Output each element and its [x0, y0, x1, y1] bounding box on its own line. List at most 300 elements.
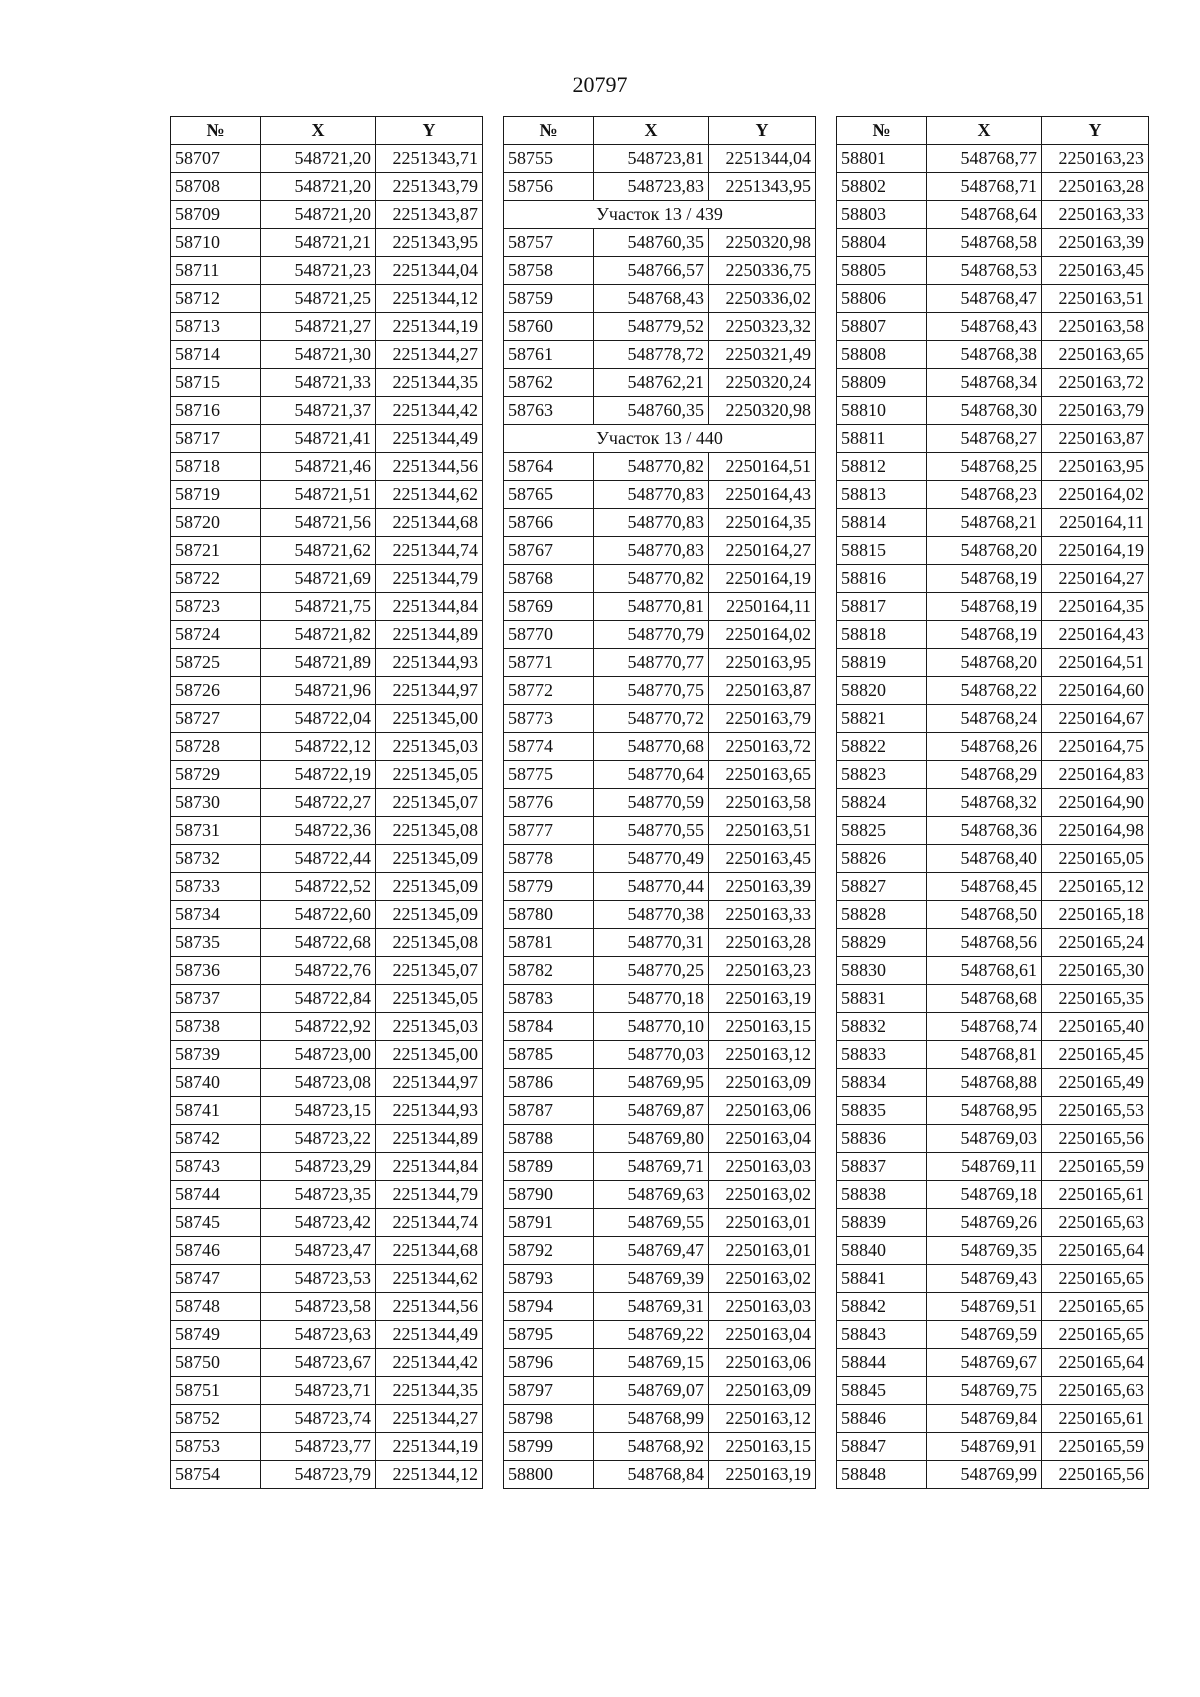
- point-number-cell: 58842: [837, 1293, 927, 1321]
- table-row: [171, 873, 483, 901]
- point-number-cell: 58729: [171, 761, 261, 789]
- y-coordinate-cell: 2250165,53: [1042, 1097, 1149, 1125]
- point-number-cell: 58764: [504, 453, 594, 481]
- point-number-cell: 58719: [171, 481, 261, 509]
- x-coordinate-cell: 548760,35: [594, 397, 709, 425]
- y-coordinate-cell: 2251344,04: [376, 257, 483, 285]
- table-row: [504, 1013, 816, 1041]
- x-coordinate-cell: 548722,92: [261, 1013, 376, 1041]
- table-row: [171, 481, 483, 509]
- table-row: [837, 845, 1149, 873]
- y-coordinate-cell: 2251344,27: [376, 1405, 483, 1433]
- table-row: [171, 1349, 483, 1377]
- point-number-cell: 58800: [504, 1461, 594, 1489]
- point-number-cell: 58771: [504, 649, 594, 677]
- point-number-cell: 58755: [504, 145, 594, 173]
- table-header-row: [171, 117, 483, 145]
- point-number-cell: 58712: [171, 285, 261, 313]
- y-coordinate-cell: 2250163,23: [709, 957, 816, 985]
- y-coordinate-cell: 2250165,05: [1042, 845, 1149, 873]
- y-coordinate-cell: 2250165,65: [1042, 1293, 1149, 1321]
- table-row: [837, 1433, 1149, 1461]
- x-coordinate-cell: 548768,38: [927, 341, 1042, 369]
- y-coordinate-cell: 2250165,45: [1042, 1041, 1149, 1069]
- y-coordinate-cell: 2250163,28: [1042, 173, 1149, 201]
- y-coordinate-cell: 2250164,75: [1042, 733, 1149, 761]
- y-coordinate-cell: 2250163,15: [709, 1433, 816, 1461]
- y-coordinate-cell: 2250165,30: [1042, 957, 1149, 985]
- x-coordinate-cell: 548768,71: [927, 173, 1042, 201]
- point-number-cell: 58784: [504, 1013, 594, 1041]
- point-number-cell: 58766: [504, 509, 594, 537]
- section-title: Участок 13 / 439: [504, 201, 816, 229]
- point-number-cell: 58709: [171, 201, 261, 229]
- x-coordinate-cell: 548722,84: [261, 985, 376, 1013]
- x-coordinate-cell: 548723,67: [261, 1349, 376, 1377]
- x-coordinate-cell: 548770,44: [594, 873, 709, 901]
- x-coordinate-cell: 548769,35: [927, 1237, 1042, 1265]
- table-row: [504, 145, 816, 173]
- y-coordinate-cell: 2250163,01: [709, 1237, 816, 1265]
- table-row: [171, 1377, 483, 1405]
- x-coordinate-cell: 548723,42: [261, 1209, 376, 1237]
- y-coordinate-cell: 2250163,23: [1042, 145, 1149, 173]
- y-coordinate-cell: 2250164,02: [1042, 481, 1149, 509]
- table-row: [837, 1125, 1149, 1153]
- x-coordinate-cell: 548769,51: [927, 1293, 1042, 1321]
- y-coordinate-cell: 2250163,51: [1042, 285, 1149, 313]
- y-coordinate-cell: 2251345,07: [376, 957, 483, 985]
- y-coordinate-cell: 2251343,71: [376, 145, 483, 173]
- table-row: [504, 1321, 816, 1349]
- x-coordinate-cell: 548722,27: [261, 789, 376, 817]
- x-coordinate-cell: 548721,20: [261, 145, 376, 173]
- table-row: [171, 621, 483, 649]
- x-coordinate-cell: 548721,20: [261, 201, 376, 229]
- x-coordinate-cell: 548723,77: [261, 1433, 376, 1461]
- table-row: [837, 593, 1149, 621]
- x-coordinate-cell: 548768,77: [927, 145, 1042, 173]
- x-coordinate-cell: 548769,31: [594, 1293, 709, 1321]
- point-number-cell: 58844: [837, 1349, 927, 1377]
- y-coordinate-cell: 2251344,84: [376, 593, 483, 621]
- table-row: [504, 901, 816, 929]
- table-row: [837, 341, 1149, 369]
- x-coordinate-cell: 548768,23: [927, 481, 1042, 509]
- point-number-cell: 58788: [504, 1125, 594, 1153]
- point-number-cell: 58830: [837, 957, 927, 985]
- table-header-row: [837, 117, 1149, 145]
- x-coordinate-cell: 548769,39: [594, 1265, 709, 1293]
- point-number-cell: 58713: [171, 313, 261, 341]
- point-number-cell: 58753: [171, 1433, 261, 1461]
- table-row: [504, 873, 816, 901]
- y-coordinate-cell: 2250163,02: [709, 1181, 816, 1209]
- table-row: [837, 1377, 1149, 1405]
- y-coordinate-cell: 2251344,35: [376, 369, 483, 397]
- x-coordinate-cell: 548770,03: [594, 1041, 709, 1069]
- table-row: [171, 257, 483, 285]
- point-number-cell: 58750: [171, 1349, 261, 1377]
- y-coordinate-cell: 2250163,06: [709, 1349, 816, 1377]
- y-coordinate-cell: 2250165,61: [1042, 1405, 1149, 1433]
- x-coordinate-cell: 548770,55: [594, 817, 709, 845]
- x-coordinate-cell: 548768,25: [927, 453, 1042, 481]
- point-number-cell: 58789: [504, 1153, 594, 1181]
- table-row: [837, 173, 1149, 201]
- table-row: [837, 1461, 1149, 1489]
- point-number-cell: 58778: [504, 845, 594, 873]
- table-header-row: [504, 117, 816, 145]
- point-number-cell: 58767: [504, 537, 594, 565]
- point-number-cell: 58731: [171, 817, 261, 845]
- y-coordinate-cell: 2250164,19: [1042, 537, 1149, 565]
- y-coordinate-cell: 2251345,09: [376, 901, 483, 929]
- section-title: Участок 13 / 440: [504, 425, 816, 453]
- x-coordinate-cell: 548768,84: [594, 1461, 709, 1489]
- x-coordinate-cell: 548769,91: [927, 1433, 1042, 1461]
- x-coordinate-cell: 548768,64: [927, 201, 1042, 229]
- coordinates-table-2: [503, 116, 816, 1489]
- y-coordinate-cell: 2250323,32: [709, 313, 816, 341]
- table-row: [837, 1069, 1149, 1097]
- point-number-cell: 58732: [171, 845, 261, 873]
- y-coordinate-cell: 2251344,12: [376, 1461, 483, 1489]
- x-coordinate-cell: 548770,83: [594, 537, 709, 565]
- x-coordinate-cell: 548723,81: [594, 145, 709, 173]
- table-row: [171, 565, 483, 593]
- y-coordinate-cell: 2250163,95: [709, 649, 816, 677]
- x-coordinate-cell: 548768,45: [927, 873, 1042, 901]
- y-coordinate-cell: 2250163,02: [709, 1265, 816, 1293]
- point-number-cell: 58728: [171, 733, 261, 761]
- point-number-cell: 58722: [171, 565, 261, 593]
- page-number: 20797: [572, 72, 628, 97]
- x-coordinate-cell: 548768,43: [594, 285, 709, 313]
- table-row: [171, 593, 483, 621]
- y-coordinate-cell: 2250163,03: [709, 1293, 816, 1321]
- table-row: [504, 257, 816, 285]
- y-coordinate-cell: 2251344,84: [376, 1153, 483, 1181]
- x-coordinate-cell: 548769,03: [927, 1125, 1042, 1153]
- x-coordinate-cell: 548768,56: [927, 929, 1042, 957]
- x-coordinate-cell: 548721,62: [261, 537, 376, 565]
- table-row: [171, 285, 483, 313]
- table-row: [171, 817, 483, 845]
- point-number-cell: 58715: [171, 369, 261, 397]
- x-coordinate-cell: 548723,47: [261, 1237, 376, 1265]
- table-row: [837, 1237, 1149, 1265]
- x-coordinate-cell: 548768,99: [594, 1405, 709, 1433]
- table-row: [171, 509, 483, 537]
- table-row: [504, 929, 816, 957]
- point-number-cell: 58726: [171, 677, 261, 705]
- y-coordinate-cell: 2250165,65: [1042, 1265, 1149, 1293]
- x-coordinate-cell: 548769,26: [927, 1209, 1042, 1237]
- table-row: [171, 313, 483, 341]
- point-number-cell: 58765: [504, 481, 594, 509]
- y-coordinate-cell: 2250163,09: [709, 1377, 816, 1405]
- point-number-cell: 58718: [171, 453, 261, 481]
- x-coordinate-cell: 548770,10: [594, 1013, 709, 1041]
- point-number-cell: 58836: [837, 1125, 927, 1153]
- table-row: [504, 229, 816, 257]
- x-coordinate-cell: 548768,36: [927, 817, 1042, 845]
- table-row: [504, 313, 816, 341]
- x-coordinate-cell: 548723,79: [261, 1461, 376, 1489]
- y-coordinate-cell: 2250163,45: [709, 845, 816, 873]
- table-row: [504, 1433, 816, 1461]
- y-coordinate-cell: 2251344,62: [376, 1265, 483, 1293]
- point-number-cell: 58763: [504, 397, 594, 425]
- point-number-cell: 58794: [504, 1293, 594, 1321]
- y-coordinate-cell: 2250165,59: [1042, 1433, 1149, 1461]
- table-row: [171, 1293, 483, 1321]
- column-header-x: X: [261, 117, 376, 145]
- y-coordinate-cell: 2250163,87: [1042, 425, 1149, 453]
- x-coordinate-cell: 548770,83: [594, 509, 709, 537]
- x-coordinate-cell: 548723,83: [594, 173, 709, 201]
- x-coordinate-cell: 548723,29: [261, 1153, 376, 1181]
- y-coordinate-cell: 2251345,05: [376, 761, 483, 789]
- x-coordinate-cell: 548769,75: [927, 1377, 1042, 1405]
- y-coordinate-cell: 2250163,65: [1042, 341, 1149, 369]
- y-coordinate-cell: 2250163,19: [709, 985, 816, 1013]
- table-row: [171, 173, 483, 201]
- x-coordinate-cell: 548721,56: [261, 509, 376, 537]
- y-coordinate-cell: 2251344,19: [376, 1433, 483, 1461]
- x-coordinate-cell: 548768,24: [927, 705, 1042, 733]
- table-row: [171, 1013, 483, 1041]
- x-coordinate-cell: 548721,96: [261, 677, 376, 705]
- x-coordinate-cell: 548768,29: [927, 761, 1042, 789]
- table-row: [504, 705, 816, 733]
- point-number-cell: 58739: [171, 1041, 261, 1069]
- point-number-cell: 58746: [171, 1237, 261, 1265]
- table-row: [171, 901, 483, 929]
- x-coordinate-cell: 548768,58: [927, 229, 1042, 257]
- point-number-cell: 58710: [171, 229, 261, 257]
- y-coordinate-cell: 2251344,62: [376, 481, 483, 509]
- point-number-cell: 58707: [171, 145, 261, 173]
- point-number-cell: 58717: [171, 425, 261, 453]
- point-number-cell: 58733: [171, 873, 261, 901]
- table-row: [837, 537, 1149, 565]
- x-coordinate-cell: 548769,84: [927, 1405, 1042, 1433]
- table-row: [504, 1265, 816, 1293]
- x-coordinate-cell: 548762,21: [594, 369, 709, 397]
- table-row: [171, 1069, 483, 1097]
- y-coordinate-cell: 2250164,90: [1042, 789, 1149, 817]
- x-coordinate-cell: 548770,68: [594, 733, 709, 761]
- point-number-cell: 58821: [837, 705, 927, 733]
- table-row: [837, 481, 1149, 509]
- column-header-y: Y: [1042, 117, 1149, 145]
- point-number-cell: 58815: [837, 537, 927, 565]
- y-coordinate-cell: 2250163,33: [1042, 201, 1149, 229]
- y-coordinate-cell: 2250320,98: [709, 397, 816, 425]
- point-number-cell: 58708: [171, 173, 261, 201]
- y-coordinate-cell: 2251345,09: [376, 873, 483, 901]
- point-number-cell: 58736: [171, 957, 261, 985]
- y-coordinate-cell: 2250164,35: [709, 509, 816, 537]
- x-coordinate-cell: 548721,27: [261, 313, 376, 341]
- table-row: [171, 1433, 483, 1461]
- y-coordinate-cell: 2250320,24: [709, 369, 816, 397]
- table-row: [171, 397, 483, 425]
- point-number-cell: 58716: [171, 397, 261, 425]
- point-number-cell: 58711: [171, 257, 261, 285]
- table-row: [837, 733, 1149, 761]
- point-number-cell: 58775: [504, 761, 594, 789]
- point-number-cell: 58723: [171, 593, 261, 621]
- point-number-cell: 58776: [504, 789, 594, 817]
- table-row: [171, 1041, 483, 1069]
- point-number-cell: 58847: [837, 1433, 927, 1461]
- y-coordinate-cell: 2250165,56: [1042, 1461, 1149, 1489]
- y-coordinate-cell: 2250164,60: [1042, 677, 1149, 705]
- y-coordinate-cell: 2250163,79: [709, 705, 816, 733]
- y-coordinate-cell: 2251344,89: [376, 1125, 483, 1153]
- point-number-cell: 58832: [837, 1013, 927, 1041]
- y-coordinate-cell: 2251343,95: [376, 229, 483, 257]
- y-coordinate-cell: 2251344,68: [376, 509, 483, 537]
- point-number-cell: 58759: [504, 285, 594, 313]
- table-row: [504, 1153, 816, 1181]
- y-coordinate-cell: 2251345,00: [376, 705, 483, 733]
- table-row: [504, 341, 816, 369]
- y-coordinate-cell: 2250164,11: [1042, 509, 1149, 537]
- table-row: [837, 929, 1149, 957]
- table-row: [171, 957, 483, 985]
- point-number-cell: 58833: [837, 1041, 927, 1069]
- point-number-cell: 58735: [171, 929, 261, 957]
- table-row: [504, 733, 816, 761]
- y-coordinate-cell: 2250163,04: [709, 1125, 816, 1153]
- y-coordinate-cell: 2250165,18: [1042, 901, 1149, 929]
- x-coordinate-cell: 548721,69: [261, 565, 376, 593]
- point-number-cell: 58760: [504, 313, 594, 341]
- y-coordinate-cell: 2251344,79: [376, 565, 483, 593]
- x-coordinate-cell: 548721,37: [261, 397, 376, 425]
- x-coordinate-cell: 548769,47: [594, 1237, 709, 1265]
- table-row: [837, 1321, 1149, 1349]
- y-coordinate-cell: 2250163,04: [709, 1321, 816, 1349]
- y-coordinate-cell: 2250164,43: [1042, 621, 1149, 649]
- x-coordinate-cell: 548721,20: [261, 173, 376, 201]
- table-row: [837, 453, 1149, 481]
- x-coordinate-cell: 548770,31: [594, 929, 709, 957]
- y-coordinate-cell: 2251345,09: [376, 845, 483, 873]
- table-row: [837, 1153, 1149, 1181]
- y-coordinate-cell: 2251345,07: [376, 789, 483, 817]
- point-number-cell: 58752: [171, 1405, 261, 1433]
- column-header-y: Y: [376, 117, 483, 145]
- table-row: [171, 705, 483, 733]
- point-number-cell: 58786: [504, 1069, 594, 1097]
- table-row: [837, 313, 1149, 341]
- table-row: [837, 1405, 1149, 1433]
- x-coordinate-cell: 548768,68: [927, 985, 1042, 1013]
- y-coordinate-cell: 2250163,58: [709, 789, 816, 817]
- y-coordinate-cell: 2250164,27: [709, 537, 816, 565]
- x-coordinate-cell: 548722,04: [261, 705, 376, 733]
- x-coordinate-cell: 548723,58: [261, 1293, 376, 1321]
- x-coordinate-cell: 548723,71: [261, 1377, 376, 1405]
- y-coordinate-cell: 2251343,79: [376, 173, 483, 201]
- x-coordinate-cell: 548766,57: [594, 257, 709, 285]
- point-number-cell: 58810: [837, 397, 927, 425]
- table-row: [504, 173, 816, 201]
- table-row: [504, 509, 816, 537]
- point-number-cell: 58813: [837, 481, 927, 509]
- y-coordinate-cell: 2250165,56: [1042, 1125, 1149, 1153]
- x-coordinate-cell: 548768,50: [927, 901, 1042, 929]
- y-coordinate-cell: 2251344,42: [376, 1349, 483, 1377]
- table-row: [837, 145, 1149, 173]
- table-row: [837, 1013, 1149, 1041]
- table-row: [171, 733, 483, 761]
- table-row: [504, 677, 816, 705]
- table-row: [504, 1125, 816, 1153]
- x-coordinate-cell: 548721,33: [261, 369, 376, 397]
- y-coordinate-cell: 2250163,03: [709, 1153, 816, 1181]
- x-coordinate-cell: 548723,08: [261, 1069, 376, 1097]
- table-row: [504, 1349, 816, 1377]
- x-coordinate-cell: 548768,21: [927, 509, 1042, 537]
- table-row: [504, 985, 816, 1013]
- table-row: [171, 1097, 483, 1125]
- point-number-cell: 58819: [837, 649, 927, 677]
- point-number-cell: 58773: [504, 705, 594, 733]
- table-row: [837, 397, 1149, 425]
- x-coordinate-cell: 548723,22: [261, 1125, 376, 1153]
- table-row: [504, 481, 816, 509]
- table-row: [837, 985, 1149, 1013]
- x-coordinate-cell: 548723,00: [261, 1041, 376, 1069]
- table-row: [171, 1265, 483, 1293]
- column-header-x: X: [594, 117, 709, 145]
- x-coordinate-cell: 548768,95: [927, 1097, 1042, 1125]
- y-coordinate-cell: 2250163,33: [709, 901, 816, 929]
- x-coordinate-cell: 548770,38: [594, 901, 709, 929]
- y-coordinate-cell: 2250163,65: [709, 761, 816, 789]
- table-row: [504, 649, 816, 677]
- table-row: [837, 789, 1149, 817]
- table-row: [837, 1041, 1149, 1069]
- y-coordinate-cell: 2250164,51: [709, 453, 816, 481]
- x-coordinate-cell: 548768,20: [927, 537, 1042, 565]
- y-coordinate-cell: 2251344,68: [376, 1237, 483, 1265]
- point-number-cell: 58826: [837, 845, 927, 873]
- table-row: [837, 369, 1149, 397]
- table-row: [171, 845, 483, 873]
- point-number-cell: 58782: [504, 957, 594, 985]
- x-coordinate-cell: 548768,19: [927, 565, 1042, 593]
- table-row: [171, 229, 483, 257]
- x-coordinate-cell: 548768,61: [927, 957, 1042, 985]
- point-number-cell: 58793: [504, 1265, 594, 1293]
- y-coordinate-cell: 2251344,79: [376, 1181, 483, 1209]
- column-header-number: №: [171, 117, 261, 145]
- y-coordinate-cell: 2250164,35: [1042, 593, 1149, 621]
- point-number-cell: 58816: [837, 565, 927, 593]
- point-number-cell: 58823: [837, 761, 927, 789]
- y-coordinate-cell: 2250163,01: [709, 1209, 816, 1237]
- x-coordinate-cell: 548768,27: [927, 425, 1042, 453]
- point-number-cell: 58805: [837, 257, 927, 285]
- y-coordinate-cell: 2250163,51: [709, 817, 816, 845]
